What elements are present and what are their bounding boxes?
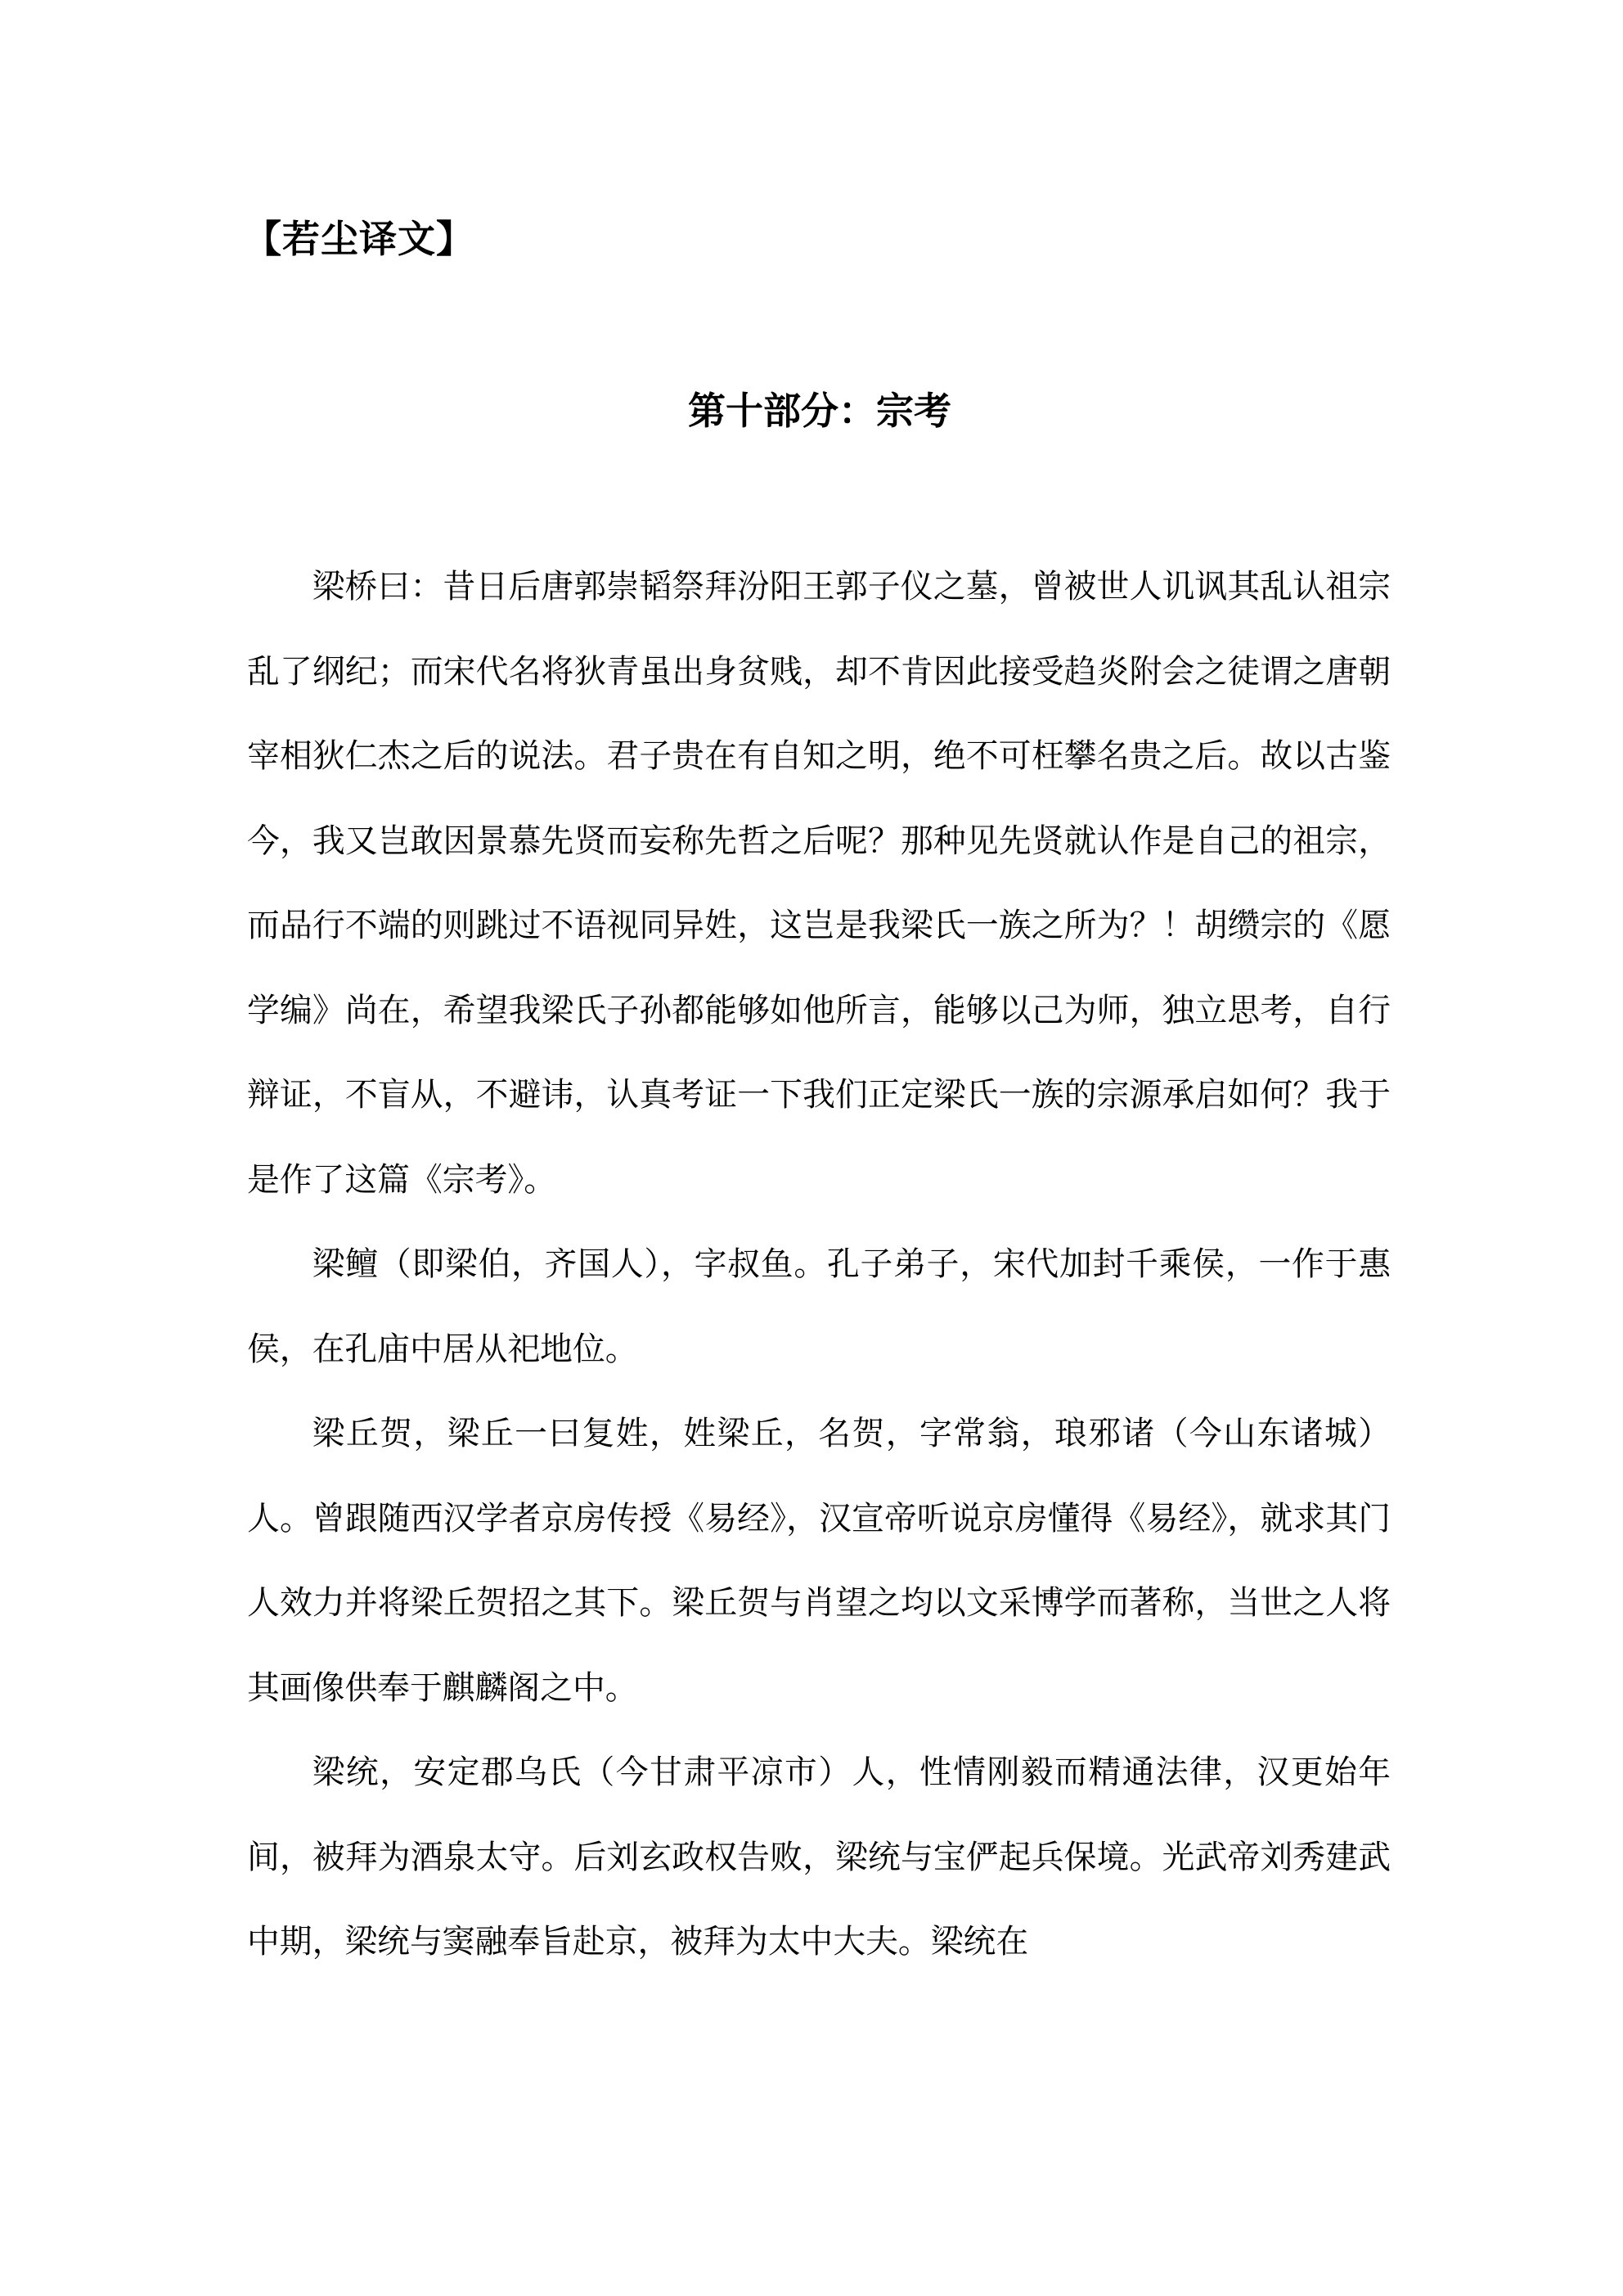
- body-text: [247, 545, 1391, 1985]
- paragraph-preface: 梁桥曰：昔日后唐郭崇韬祭拜汾阳王郭子仪之墓，曾被世人讥讽其乱认祖宗乱了纲纪；而宋代名将狄青虽出身贫贱，却不肯因此接受趋炎附会之徒谓之唐朝宰相狄仁杰之后的说法。君子贵在有自知之明，绝不可枉攀名贵之后。故以古鉴今，我又岂敢因景慕先贤而妄称先哲之后呢？那种见先贤就认作是自己的祖宗，而品行不端的则跳过不语视同异姓，这岂是我梁氏一族之所为？！胡缵宗的《愿学编》尚在，希望我梁氏子孙都能够如他所言，能够以己为师，独立思考，自行辩证，不盲从，不避讳，认真考证一下我们正定梁氏一族的宗源承启如何？我于是作了这篇《宗考》。: [247, 568, 1391, 1199]
- chapter-title: [0, 386, 1623, 435]
- paragraph-liang-tong: 梁统，安定郡乌氏（今甘肃平凉市）人，性情刚毅而精通法律，汉更始年间，被拜为酒泉太守。后刘玄政权告败，梁统与宝俨起兵保境。光武帝刘秀建武中期，梁统与窦融奉旨赴京，被拜为太中大夫。梁统在: [247, 1754, 1391, 1961]
- paragraph-liang-zhan: 梁鳣（即梁伯，齐国人），字叔鱼。孔子弟子，宋代加封千乘侯，一作于惠侯，在孔庙中居从祀地位。: [247, 1245, 1391, 1368]
- chapter-title-text: 第十部分：宗考: [688, 389, 951, 433]
- paragraph-liangqiu-he: 梁丘贺，梁丘一曰复姓，姓梁丘，名贺，字常翁，琅邪诸（今山东诸城）人。曾跟随西汉学者京房传授《易经》，汉宣帝听说京房懂得《易经》，就求其门人效力并将梁丘贺招之其下。梁丘贺与肖望之均以文采博学而著称，当世之人将其画像供奉于麒麟阁之中。: [247, 1415, 1391, 1707]
- section-label: 【若尘译文】: [244, 217, 474, 261]
